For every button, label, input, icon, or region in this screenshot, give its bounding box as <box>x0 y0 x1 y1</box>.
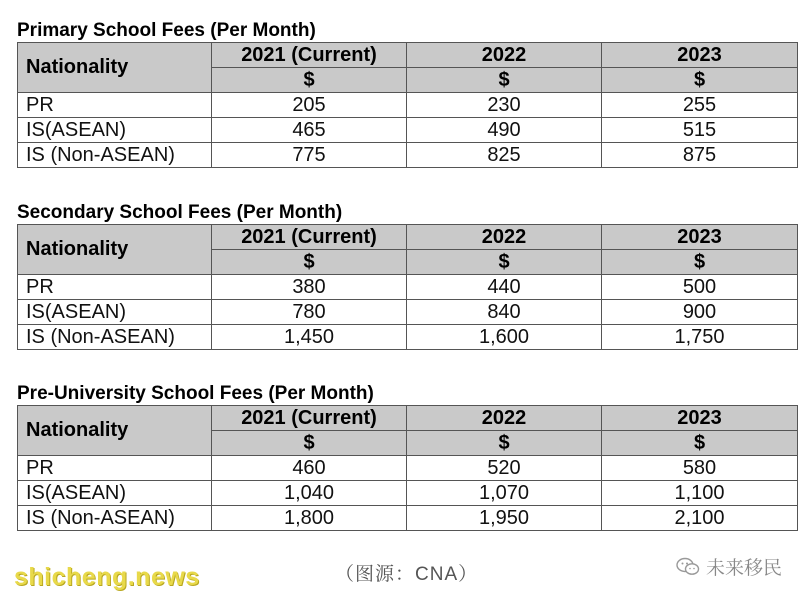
pre-university-fees-title: Pre-University School Fees (Per Month) <box>17 383 374 404</box>
row-label: PR <box>18 275 212 300</box>
table-row <box>18 456 798 481</box>
year-header: 2023 <box>602 406 798 431</box>
year-header: 2023 <box>602 225 798 250</box>
fee-cell: 1,950 <box>407 506 602 531</box>
brand-tag <box>676 553 782 580</box>
fee-cell: 520 <box>407 456 602 481</box>
fee-cell: 380 <box>212 275 407 300</box>
table-row <box>18 275 798 300</box>
table-row <box>18 93 798 118</box>
fee-cell: 500 <box>602 275 798 300</box>
fee-cell: 1,600 <box>407 325 602 350</box>
currency-header: $ <box>602 250 798 275</box>
fee-cell: 255 <box>602 93 798 118</box>
year-header: 2021 (Current) <box>212 406 407 431</box>
year-header: 2022 <box>407 225 602 250</box>
nationality-header: Nationality <box>18 43 212 93</box>
year-header: 2022 <box>407 43 602 68</box>
fee-cell: 515 <box>602 118 798 143</box>
table-row <box>18 143 798 168</box>
wechat-icon <box>676 557 700 577</box>
table-row <box>18 118 798 143</box>
primary-fees-table <box>17 42 798 168</box>
row-label: IS(ASEAN) <box>18 118 212 143</box>
fee-cell: 825 <box>407 143 602 168</box>
table-header-row <box>18 406 798 431</box>
nationality-header: Nationality <box>18 225 212 275</box>
row-label: IS (Non-ASEAN) <box>18 506 212 531</box>
currency-header: $ <box>212 431 407 456</box>
fee-cell: 1,040 <box>212 481 407 506</box>
fee-cell: 840 <box>407 300 602 325</box>
fee-cell: 440 <box>407 275 602 300</box>
table-row <box>18 481 798 506</box>
fee-cell: 490 <box>407 118 602 143</box>
fee-cell: 875 <box>602 143 798 168</box>
fee-cell: 465 <box>212 118 407 143</box>
fee-cell: 1,100 <box>602 481 798 506</box>
primary-fees-title: Primary School Fees (Per Month) <box>17 20 316 41</box>
row-label: IS(ASEAN) <box>18 481 212 506</box>
secondary-fees-title: Secondary School Fees (Per Month) <box>17 202 343 223</box>
secondary-fees-table <box>17 224 798 350</box>
row-label: IS(ASEAN) <box>18 300 212 325</box>
table-row <box>18 300 798 325</box>
fee-cell: 580 <box>602 456 798 481</box>
currency-header: $ <box>407 250 602 275</box>
fee-cell: 780 <box>212 300 407 325</box>
year-header: 2022 <box>407 406 602 431</box>
fee-cell: 900 <box>602 300 798 325</box>
currency-header: $ <box>407 431 602 456</box>
year-header: 2023 <box>602 43 798 68</box>
fee-cell: 230 <box>407 93 602 118</box>
pre-university-fees-table <box>17 405 798 531</box>
pre-university-fees-section <box>17 383 797 531</box>
table-row <box>18 506 798 531</box>
currency-header: $ <box>407 68 602 93</box>
nationality-header: Nationality <box>18 406 212 456</box>
fee-cell: 1,450 <box>212 325 407 350</box>
fee-cell: 1,070 <box>407 481 602 506</box>
fee-cell: 2,100 <box>602 506 798 531</box>
row-label: PR <box>18 93 212 118</box>
secondary-fees-section <box>17 202 797 350</box>
fee-cell: 205 <box>212 93 407 118</box>
currency-header: $ <box>212 68 407 93</box>
row-label: IS (Non-ASEAN) <box>18 325 212 350</box>
fee-cell: 1,800 <box>212 506 407 531</box>
currency-header: $ <box>212 250 407 275</box>
image-source-caption: （图源：CNA） <box>335 564 479 585</box>
currency-header: $ <box>602 431 798 456</box>
row-label: IS (Non-ASEAN) <box>18 143 212 168</box>
fee-cell: 460 <box>212 456 407 481</box>
currency-header: $ <box>602 68 798 93</box>
fee-cell: 775 <box>212 143 407 168</box>
year-header: 2021 (Current) <box>212 43 407 68</box>
row-label: PR <box>18 456 212 481</box>
table-header-row <box>18 43 798 68</box>
fee-cell: 1,750 <box>602 325 798 350</box>
brand-name: 未来移民 <box>706 558 783 579</box>
primary-fees-section <box>17 20 797 168</box>
watermark: shicheng.news <box>14 563 200 591</box>
table-row <box>18 325 798 350</box>
table-header-row <box>18 225 798 250</box>
year-header: 2021 (Current) <box>212 225 407 250</box>
